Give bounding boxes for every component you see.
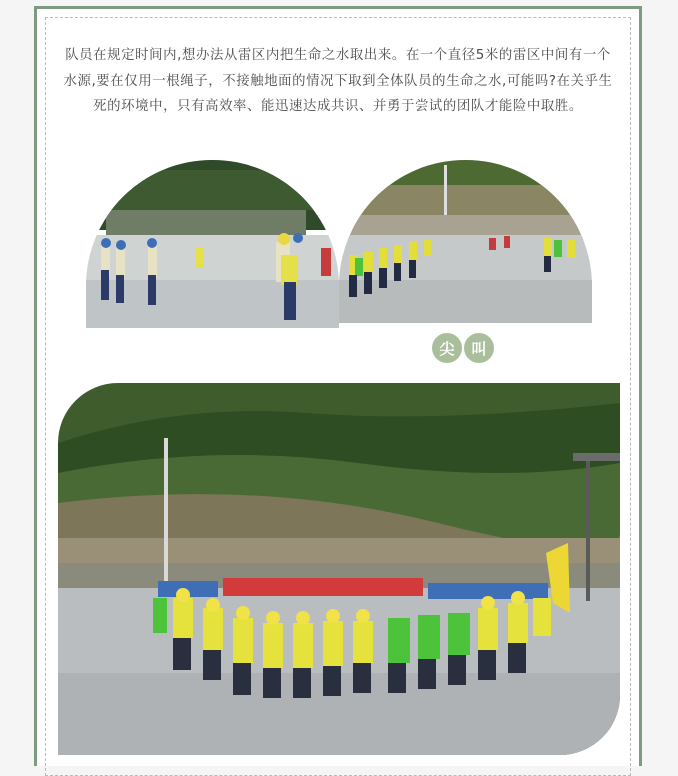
intro-paragraph: 队员在规定时间内,想办法从雷区内把生命之水取出来。在一个直径5米的雷区中间有一个水源,要在仅用一根绳子，不接触地面的情况下取到全体队员的生命之水,可能吗?在关乎生死的环境中，只有高效率、能迅速达成共识、并勇于尝试的团队才能险中取胜。 [63, 48, 613, 115]
badge-jiao: 叫 [464, 333, 494, 363]
team-circle-photo [58, 383, 620, 755]
badge-jian: 尖 [432, 333, 462, 363]
badge-group [432, 333, 494, 363]
